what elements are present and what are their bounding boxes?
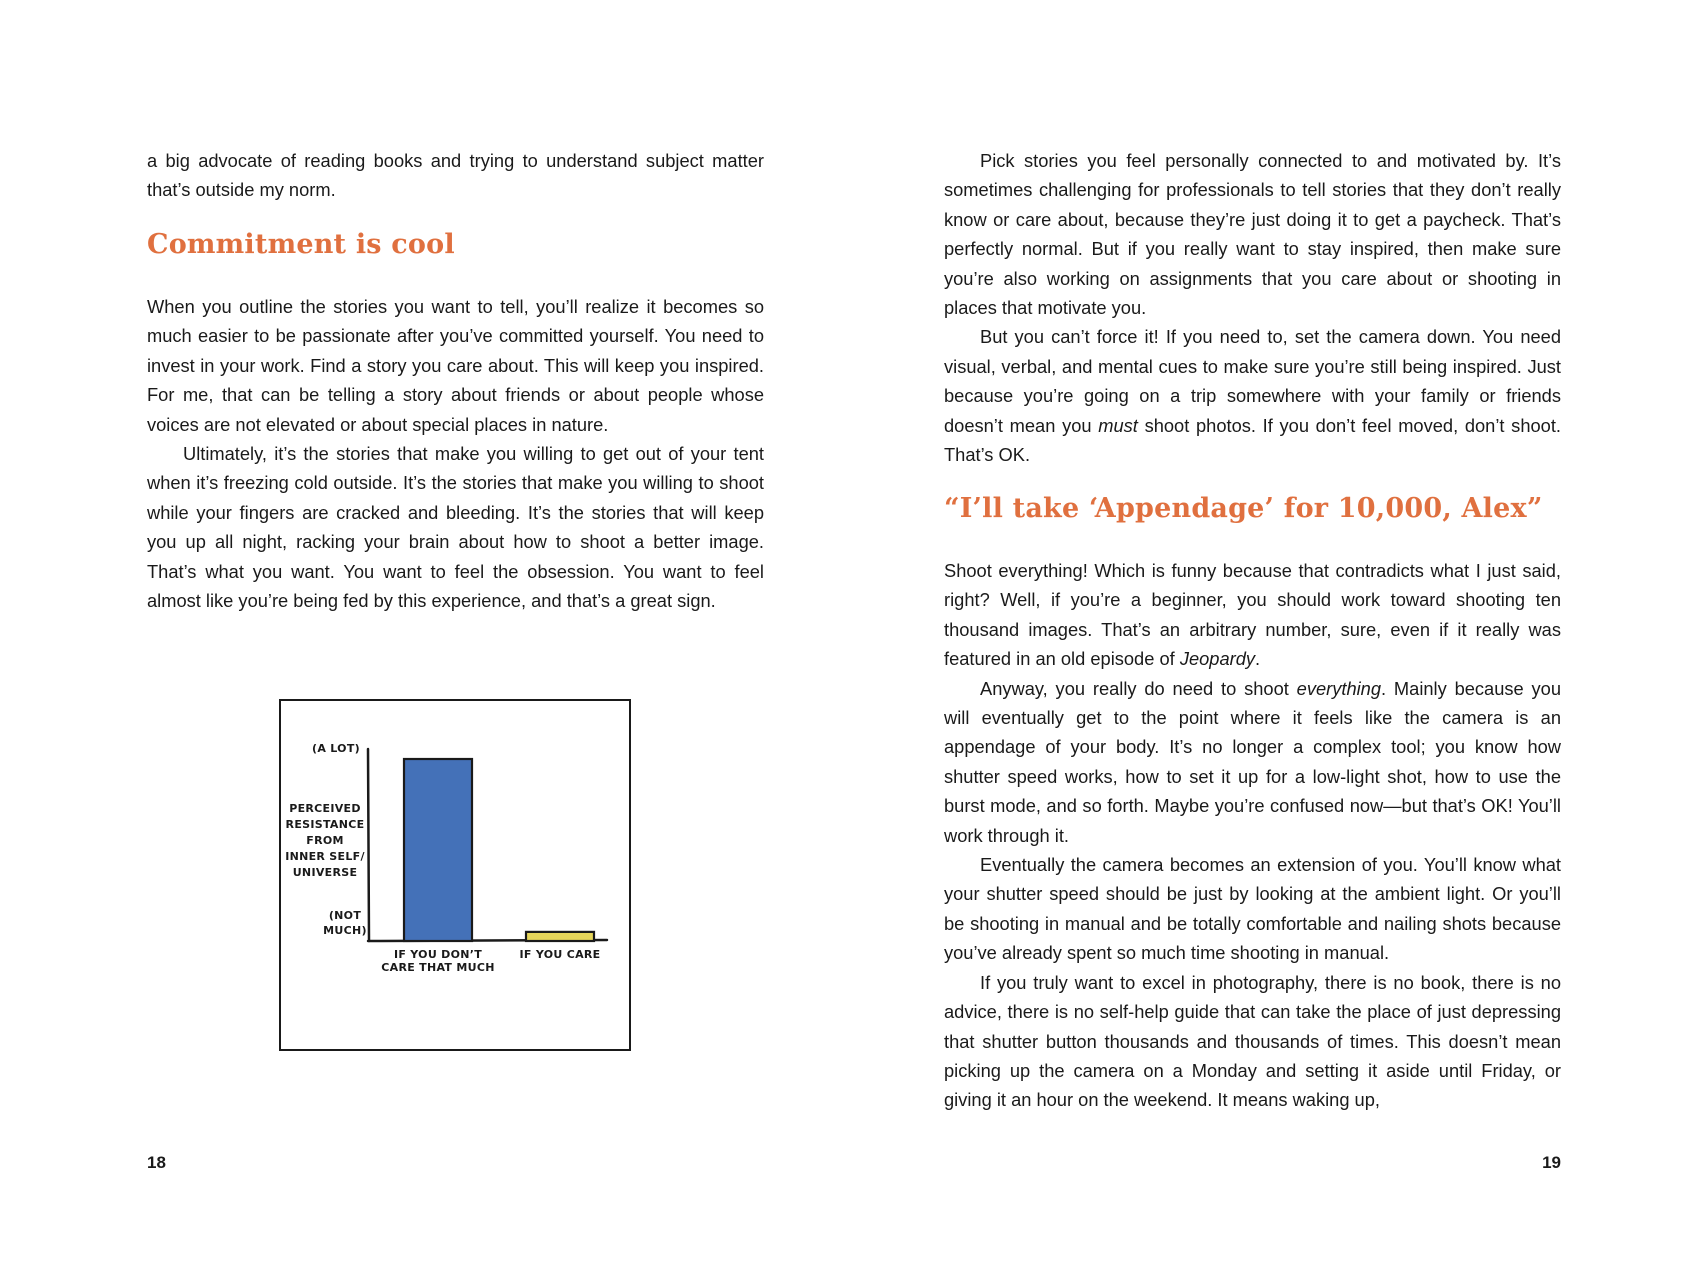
body-paragraph [944, 322, 1561, 469]
y-axis-label: UNIVERSE [292, 866, 358, 879]
intro-paragraph: a big advocate of reading books and trying to understand subject matter that’s outside my norm. [147, 150, 764, 201]
body-paragraph: Ultimately, it’s the stories that make you willing to get out of your tent when it’s freezing cold outside. It’s the stories that make you willing to shoot while your fingers are cracked and bleeding. It’s the stories that will keep you up all night, racking your brain about how to shoot a better image. That’s what you want. You want to feel the obsession. You want to feel almost like you’re being fed by this experience, and that’s a great sign. [147, 443, 764, 612]
section-heading-commitment: Commitment is cool [147, 229, 455, 260]
bar-chart [281, 701, 628, 1048]
text-run: Anyway, you really do need to shoot [980, 677, 1297, 699]
right-heading-block [944, 492, 1561, 526]
text-run: Shoot everything! Which is funny because that contradicts what I just said, right? Well, if you’re a beginner, you should work toward shooting ten thousand images. That’s an arbitrary number, sure, even if it really was featured in an old episode of [944, 560, 1561, 670]
body-paragraph: When you outline the stories you want to tell, you’ll realize it becomes so much easier to be passionate after you’ve committed yourself. You need to invest in your work. Find a story you care about. This will keep you inspired. For me, that can be telling a story about friends or about people whose voices are not elevated or about special places in nature. [147, 296, 764, 435]
y-tick-label: (NOT [328, 909, 362, 922]
left-body-block [147, 292, 764, 615]
body-paragraph: Pick stories you feel personally connected to and motivated by. It’s sometimes challenging for professionals to tell stories that they don’t really know or care about, because they’re just doing it to get a paycheck. That’s perfectly normal. But if you really want to stay inspired, then make sure you’re also working on assignments that you care about or shooting in places that motivate you. [944, 150, 1561, 319]
text-run: But you can’t force it! If you need to, set the camera down. You need visual, verbal, and mental cues to make sure you’re still being inspired. Just because you’re going on a trip somewhere with your family or friends doesn’t mean you [944, 326, 1561, 436]
bar-chart-figure [279, 699, 631, 1051]
section-heading-appendage: “I’ll take ‘Appendage’ for 10,000, Alex” [944, 493, 1543, 524]
x-tick-label: IF YOU CARE [519, 948, 601, 961]
body-paragraph: Eventually the camera becomes an extension of you. You’ll know what your shutter speed should be just by looking at the ambient light. Or you’ll be shooting in manual and be totally comfortable and nailing shots because you’ve already spent so much time shooting in manual. [944, 854, 1561, 964]
body-paragraph: If you truly want to excel in photography, there is no book, there is no advice, there is no self-help guide that can take the place of just depressing that shutter button thousands and thousands of times. This doesn’t mean picking up the camera on a Monday and setting it aside until Friday, or giving it an hour on the weekend. It means waking up, [944, 971, 1561, 1111]
y-axis-label: PERCEIVED [289, 802, 361, 815]
x-tick-label: CARE THAT MUCH [381, 961, 495, 974]
page-number: 18 [147, 1153, 166, 1172]
x-tick-label: IF YOU DON’T [393, 948, 483, 961]
y-tick-label: MUCH) [323, 924, 367, 937]
left-intro-block [147, 146, 764, 205]
right-page [944, 0, 1561, 1266]
text-run: . Mainly because you will eventually get to the point where it feels like the camera is an appendage of your body. It’s no longer a complex tool; you know how shutter speed works, how to set it up for a low-light shot, how to use the burst mode, and so forth. Maybe you’re confused now—but that’s OK! You’ll work through it. [944, 677, 1561, 846]
emphasis-text: everything [1296, 677, 1382, 699]
y-axis-label: RESISTANCE [285, 818, 365, 831]
chart-bar [526, 932, 594, 941]
y-axis-label: FROM [306, 834, 344, 847]
text-run: . [1255, 648, 1261, 670]
y-axis-label: INNER SELF/ [285, 850, 365, 863]
y-axis-line [368, 749, 369, 941]
right-top-block [944, 146, 1561, 469]
right-body-block [944, 556, 1561, 1115]
left-heading-block [147, 228, 764, 262]
emphasis-text: must [1098, 414, 1138, 436]
text-run: shoot photos. If you don’t feel moved, don’t shoot. That’s OK. [944, 414, 1561, 466]
y-tick-label: (A LOT) [312, 742, 360, 755]
body-paragraph [944, 556, 1561, 674]
left-page [147, 0, 764, 1266]
page-number: 19 [1542, 1153, 1561, 1172]
chart-bar [404, 759, 472, 941]
emphasis-text: Jeopardy [1179, 648, 1256, 670]
body-paragraph [944, 674, 1561, 850]
